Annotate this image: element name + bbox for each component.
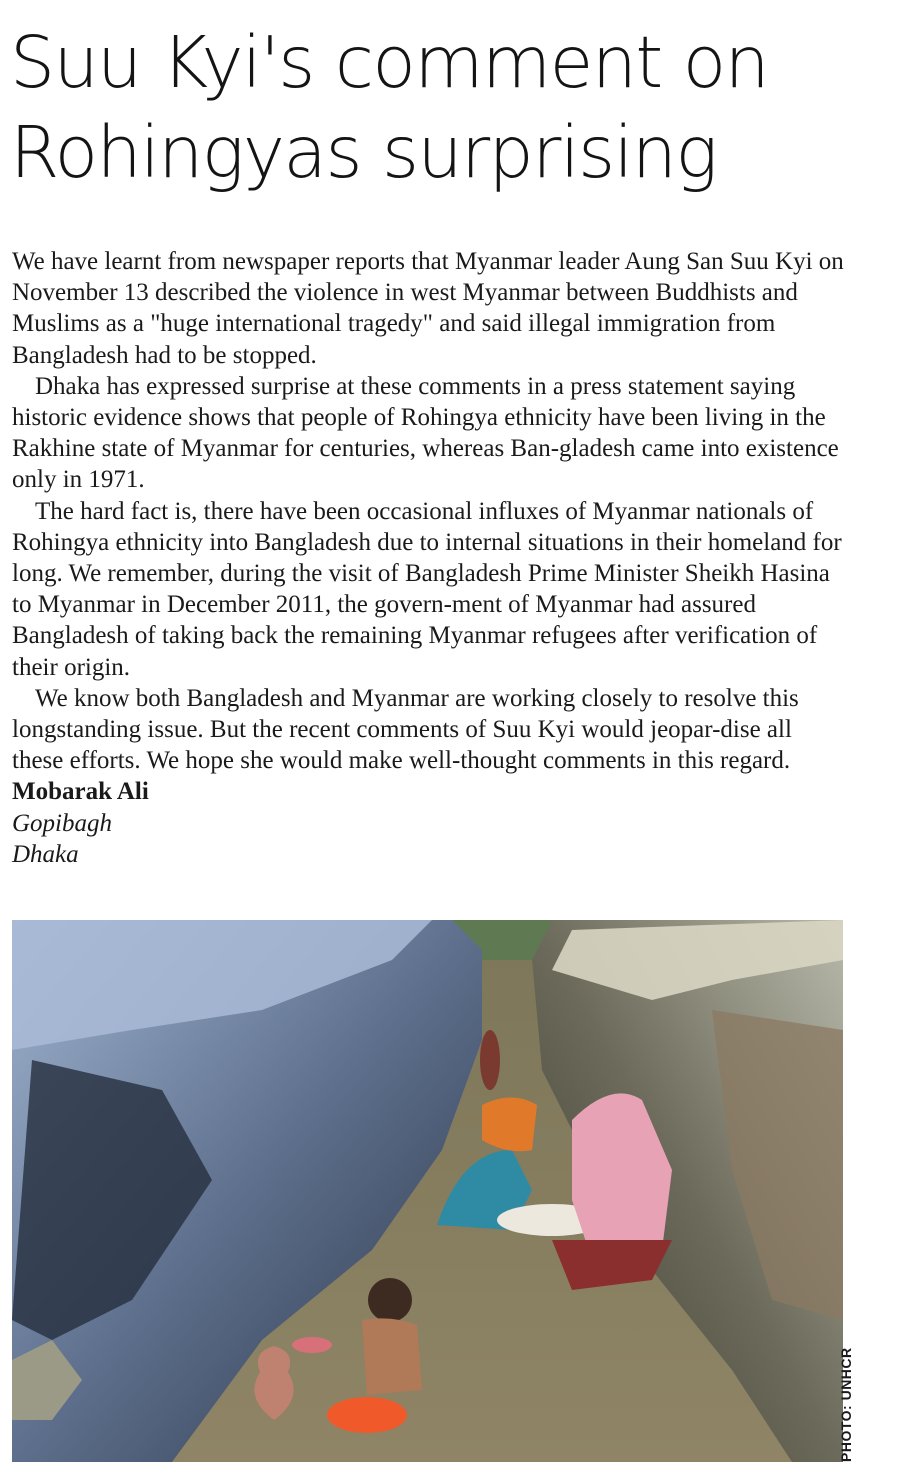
paragraph-3: The hard fact is, there have been occasional influxes of Myanmar nationals of Rohingya ethnicity into Bangladesh due to internal situations in their homeland for long. We remember, during the visit of Bangladesh Prime Minister Sheikh Hasina to Myanmar in December 2011, the govern-ment of Myanmar had assured Bangladesh of taking back the remaining Myanmar refugees after verification of their origin. <box>12 497 842 681</box>
paragraph-1: We have learnt from newspaper reports that Myanmar leader Aung San Suu Kyi on November 13 described the violence in west Myanmar between Buddhists and Muslims as a "huge international tragedy" and said illegal immigration from Bangladesh had to be stopped. <box>12 248 844 369</box>
headline-line-1: Suu Kyi's comment on <box>10 21 769 104</box>
headline <box>10 18 890 198</box>
refugee-camp-photo <box>12 920 843 1462</box>
sandals <box>292 1337 332 1353</box>
orange-bowl <box>327 1397 407 1433</box>
distant-person <box>480 1030 500 1090</box>
author-locality: Gopibagh <box>12 809 112 837</box>
child-body <box>362 1318 422 1395</box>
child-head <box>368 1278 412 1322</box>
author-name: Mobarak Ali <box>12 778 149 806</box>
paragraph-4: We know both Bangladesh and Myanmar are working closely to resolve this longstanding issue. But the recent comments of Suu Kyi would jeopar-dise all these efforts. We hope she would make well-thought comments in this regard. <box>12 684 799 775</box>
author-city: Dhaka <box>12 840 79 868</box>
photo-credit: PHOTO: UNHCR <box>838 1347 854 1462</box>
letter-body <box>12 246 847 870</box>
woman-orange-scarf <box>482 1098 537 1152</box>
photo-illustration <box>12 920 843 1462</box>
headline-line-2: Rohingyas surprising <box>10 111 717 194</box>
paragraph-2: Dhaka has expressed surprise at these comments in a press statement saying historic evidence shows that people of Rohingya ethnicity have been living in the Rakhine state of Myanmar for centuries, whereas Ban-gladesh came into existence only in 1971. <box>12 372 839 494</box>
